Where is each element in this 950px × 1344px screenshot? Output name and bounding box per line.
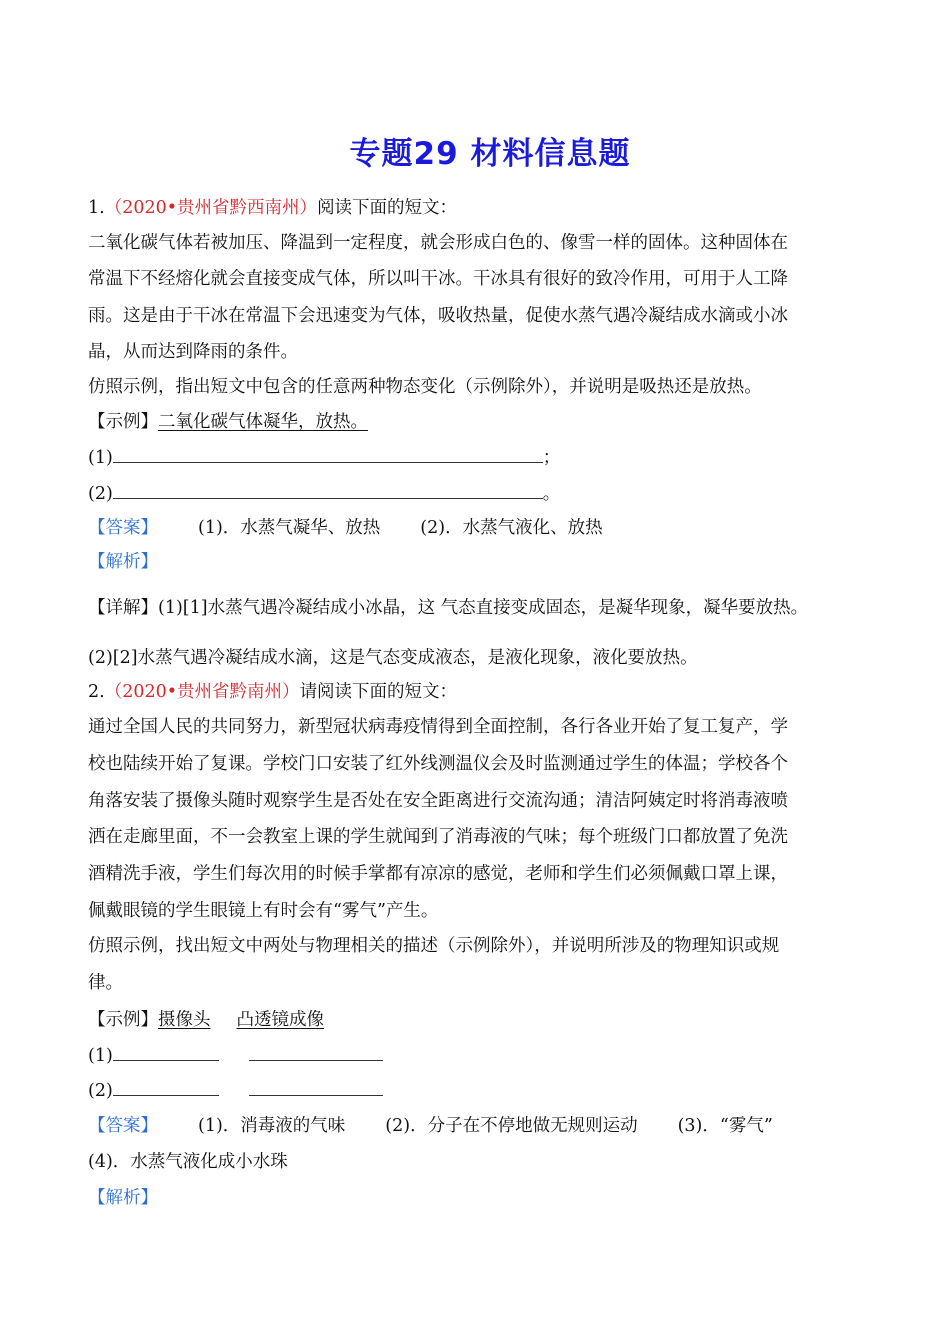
page-title: 专题29 材料信息题 [349, 136, 631, 172]
q1-detail-line: 【详解】(1)[1]水蒸气遇冷凝结成小冰晶，这 气态直接变成固态，是凝华现象，凝华要放热。 [88, 598, 809, 618]
q1-analysis-label: 【解析】 [88, 552, 158, 572]
q2-instruction-line: 律。 [88, 973, 123, 993]
q2-instruction-line: 仿照示例，找出短文中两处与物理相关的描述（示例除外），并说明所涉及的物理知识或规 [88, 936, 780, 956]
q1-detail-line: (2)[2]水蒸气遇冷凝结成水滴，这是气态变成液态，是液化现象，液化要放热。 [88, 648, 698, 668]
q1-blank1-label: (1) [88, 448, 113, 468]
q1-prompt: 阅读下面的短文： [317, 198, 458, 218]
q2-blank2-label: (2) [88, 1081, 113, 1101]
answer-blank[interactable] [249, 1079, 383, 1096]
q2-analysis-label: 【解析】 [88, 1188, 158, 1208]
q1-source: （2020•贵州省黔西南州） [104, 198, 318, 218]
q1-answer-2: (2)．水蒸气液化、放热 [420, 518, 603, 538]
answer-blank[interactable] [113, 1079, 219, 1096]
q2-passage-line: 佩戴眼镜的学生眼镜上有时会有“雾气”产生。 [88, 901, 439, 921]
q2-prompt: 请阅读下面的短文： [299, 682, 458, 702]
q2-answer-3: (3)．“雾气” [677, 1116, 773, 1136]
q1-passage-line: 常温下不经熔化就会直接变成气体，所以叫干冰。干冰具有很好的致冷作用，可用于人工降 [88, 269, 788, 289]
q2-header [88, 680, 457, 704]
q2-passage-line: 洒在走廊里面，不一会教室上课的学生就闻到了消毒液的气味；每个班级门口都放置了免洗 [88, 827, 788, 847]
q2-source: （2020•贵州省黔南州） [104, 682, 300, 702]
q2-example [88, 1008, 324, 1032]
q1-example-label: 【示例】 [88, 412, 158, 432]
q2-example-a: 摄像头 [158, 1010, 211, 1030]
q2-blank-2 [88, 1079, 383, 1103]
q1-passage-line: 晶，从而达到降雨的条件。 [88, 342, 298, 362]
q2-example-label: 【示例】 [88, 1010, 158, 1030]
q1-example [88, 410, 368, 434]
q1-answer-1: (1)．水蒸气凝华、放热 [198, 518, 381, 538]
q1-answer-label: 【答案】 [88, 518, 158, 538]
q1-number: 1. [88, 198, 105, 218]
q1-passage-line: 雨。这是由于干冰在常温下会迅速变为气体，吸收热量，促使水蒸气遇冷凝结成水滴或小冰 [88, 306, 788, 326]
answer-blank[interactable] [113, 482, 543, 499]
q1-passage-line: 二氧化碳气体若被加压、降温到一定程度，就会形成白色的、像雪一样的固体。这种固体在 [88, 233, 788, 253]
q1-analysis [88, 550, 158, 574]
q1-instruction: 仿照示例，指出短文中包含的任意两种物态变化（示例除外），并说明是吸热还是放热。 [88, 377, 762, 397]
q1-blank2-label: (2) [88, 484, 113, 504]
q2-passage-line: 酒精洗手液，学生们每次用的时候手掌都有凉凉的感觉，老师和学生们必须佩戴口罩上课， [88, 864, 788, 884]
q2-passage-line: 校也陆续开始了复课。学校门口安装了红外线测温仪会及时监测通过学生的体温；学校各个 [88, 754, 788, 774]
answer-blank[interactable] [113, 1044, 219, 1061]
answer-blank[interactable] [249, 1044, 383, 1061]
q1-example-text: 二氧化碳气体凝华，放热。 [158, 412, 368, 432]
answer-blank[interactable] [113, 446, 543, 463]
q1-header [88, 196, 457, 220]
q2-analysis [88, 1186, 158, 1210]
q1-blank-1 [88, 446, 560, 470]
q2-blank-1 [88, 1044, 383, 1068]
q2-answer-cont: (4)．水蒸气液化成小水珠 [88, 1152, 288, 1172]
q2-answer-label: 【答案】 [88, 1116, 158, 1136]
q1-answer [88, 516, 603, 540]
q1-blank1-end: ； [542, 448, 561, 468]
q2-answer-2: (2)．分子在不停地做无规则运动 [385, 1116, 638, 1136]
q2-passage-line: 角落安装了摄像头随时观察学生是否处在安全距离进行交流沟通；清洁阿姨定时将消毒液喷 [88, 791, 788, 811]
q2-answer [88, 1114, 773, 1138]
q1-blank2-end: 。 [542, 484, 561, 504]
q2-passage-line: 通过全国人民的共同努力，新型冠状病毒疫情得到全面控制，各行各业开始了复工复产，学 [88, 717, 788, 737]
q2-number: 2. [88, 682, 105, 702]
q1-blank-2 [88, 482, 560, 506]
q2-example-b: 凸透镜成像 [236, 1010, 324, 1030]
q2-answer-1: (1)．消毒液的气味 [198, 1116, 346, 1136]
q2-blank1-label: (1) [88, 1046, 113, 1066]
